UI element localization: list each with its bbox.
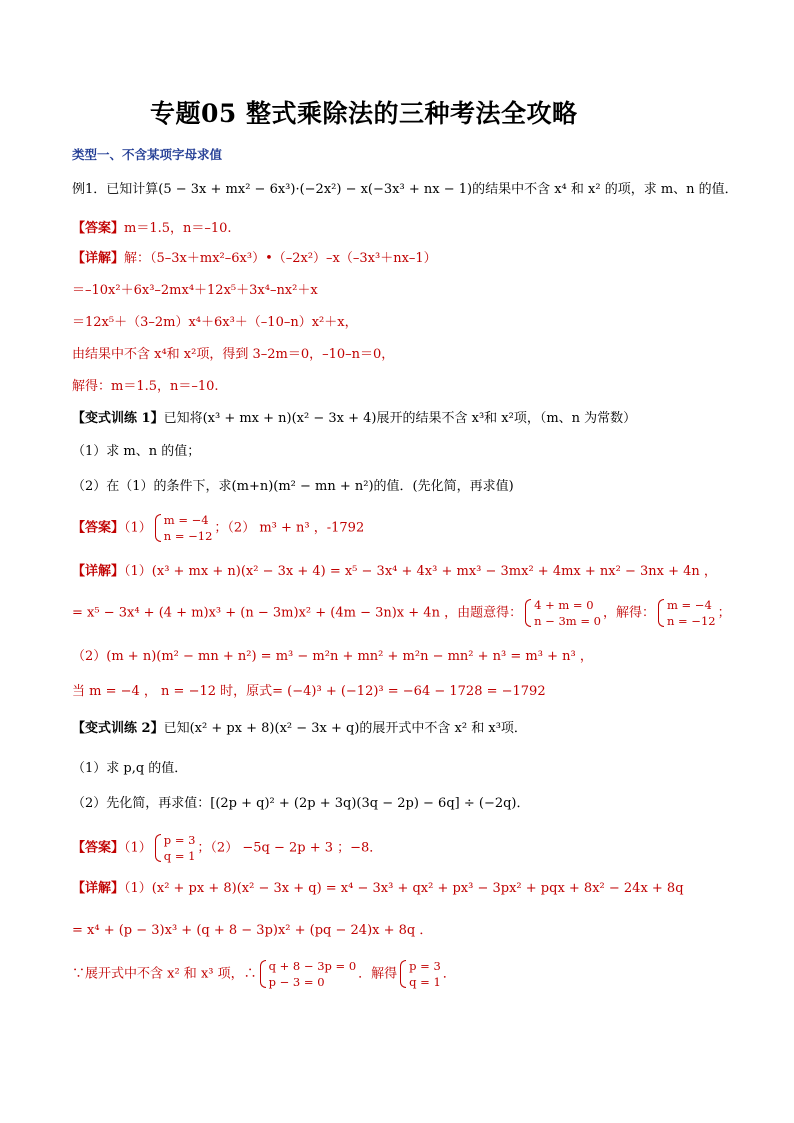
variant-text: 已知将(x³ + mx + n)(x² − 3x + 4)展开的结果不含 x³和 x²项，（m、n 为常数） (163, 411, 637, 426)
answer-part-2: ；（2） −5q − 2p + 3 ；−8． (197, 840, 383, 856)
page-title: 专题05 整式乘除法的三种考法全攻略 (150, 99, 578, 128)
equation-system: 4 + m = 0 n − 3m = 0 (524, 597, 601, 629)
detail-tag: 【详解】 (72, 251, 125, 266)
example-1-detail-line (72, 250, 437, 268)
variant-1-detail-line: （2）(m + n)(m² − mn + n²) = m³ − m²n + mn² + m²n − mn² + n³ = m³ + n³ ， (72, 649, 593, 664)
equation-system: m = −4 n = −12 (154, 512, 213, 544)
answer-tag: 【答案】 (72, 221, 125, 236)
variant-2-question (72, 720, 527, 738)
variant-1-answer (72, 512, 364, 544)
answer-tag: 【答案】 (72, 840, 125, 856)
example-question-rest: 的结果中不含 x⁴ 和 x² 的项，求 m、n 的值． (472, 182, 738, 197)
variant-1-question (72, 410, 636, 428)
example-1-answer (72, 220, 232, 238)
answer-part-1: （1） (124, 840, 152, 856)
variant-1-subquestion-1: （1）求 m、n 的值； (72, 444, 201, 459)
variant-tag: 【变式训练 2】 (72, 721, 164, 736)
detail-tag: 【详解】 (72, 881, 125, 896)
detail-tag: 【详解】 (72, 564, 125, 579)
variant-2-subquestion-2: （2）先化简，再求值：[(2p + q)² + (2p + 3q)(3q − 2p) − 6q] ÷ (−2q)． (72, 796, 530, 811)
example-1-question (72, 181, 738, 199)
example-1-detail-line: 解得：m＝1.5，n＝–10. (72, 379, 219, 394)
answer-part-1: （1） (124, 520, 152, 536)
answer-tag: 【答案】 (72, 520, 125, 536)
variant-1-detail-line (72, 563, 717, 581)
equation-system: m = −4 n = −12 (657, 597, 716, 629)
variant-2-subquestion-1: （1）求 p,q 的值． (72, 761, 188, 776)
variant-2-detail-line (72, 880, 684, 898)
example-expression: (5 − 3x + mx² − 6x³)·(−2x²) − x(−3x³ + nx − 1) (158, 182, 473, 197)
example-1-detail-line: 由结果中不含 x⁴和 x²项，得到 3–2m＝0，–10–n＝0， (72, 347, 395, 362)
equation-system: q + 8 − 3p = 0 p − 3 = 0 (259, 958, 357, 990)
variant-1-subquestion-2: （2）在（1）的条件下，求(m+n)(m² − mn + n²)的值．(先化简，再求值) (72, 479, 514, 494)
answer-text: m＝1.5，n＝–10. (124, 221, 232, 236)
variant-2-detail-line: = x⁴ + (p − 3)x³ + (q + 8 − 3p)x² + (pq − 24)x + 8q ． (72, 923, 433, 938)
variant-2-detail-line: ∵展开式中不含 x² 和 x³ 项，∴ q + 8 − 3p = 0 p − 3 = 0 ．解得 p = 3 q = 1 ． (72, 959, 456, 989)
variant-1-detail-line: 当 m = −4 ， n = −12 时，原式= (−4)³ + (−12)³ = −64 − 1728 = −1792 (72, 684, 546, 699)
variant-2-answer (72, 832, 382, 864)
detail-text: （1）(x² + px + 8)(x² − 3x + q) = x⁴ − 3x³ + qx² + px³ − 3px² + pqx + 8x² − 24x + 8q (124, 881, 684, 896)
detail-text: （1）(x³ + mx + n)(x² − 3x + 4) = x⁵ − 3x⁴ + 4x³ + mx³ − 3mx² + 4mx + nx² − 3nx + 4n ， (124, 564, 717, 579)
variant-1-detail-line: = x⁵ − 3x⁴ + (4 + m)x³ + (n − 3m)x² + (4m − 3n)x + 4n ，由题意得： 4 + m = 0 n − 3m = 0 ，解得： m = −4 n = −12 ； (72, 598, 731, 628)
example-1-detail-line: ＝12x⁵＋（3–2m）x⁴＋6x³＋（–10–n）x²＋x， (72, 315, 358, 330)
equation-system: p = 3 q = 1 (154, 832, 196, 864)
detail-text: 解：（5–3x＋mx²–6x³）•（–2x²）–x（–3x³＋nx–1） (124, 251, 437, 266)
example-1-detail-line: ＝–10x²＋6x³–2mx⁴＋12x⁵＋3x⁴–nx²＋x (72, 283, 318, 298)
example-label: 例1．已知计算 (72, 182, 159, 197)
variant-tag: 【变式训练 1】 (72, 411, 164, 426)
variant-text: 已知(x² + px + 8)(x² − 3x + q)的展开式中不含 x² 和 x³项． (163, 721, 527, 736)
equation-system: p = 3 q = 1 (399, 958, 441, 990)
section-heading: 类型一、不含某项字母求值 (72, 147, 223, 162)
answer-part-2: ；（2） m³ + n³ ，-1792 (214, 520, 365, 536)
